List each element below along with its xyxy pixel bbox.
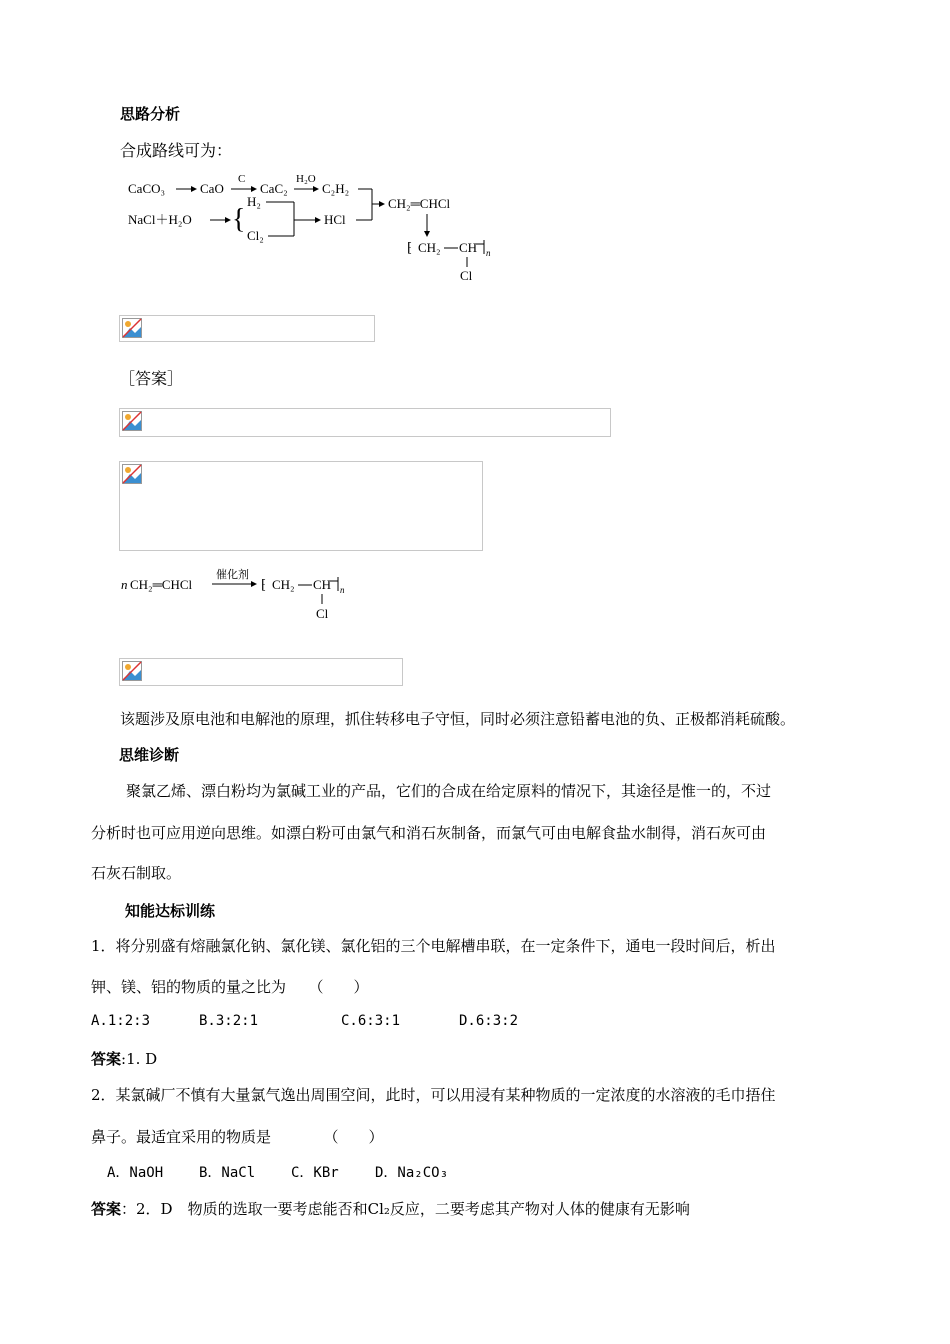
q2-option-a: A．NaOH: [107, 1165, 164, 1181]
q2-answer-text: ：2．D 物质的选取一要考虑能否和Cl₂反应，二要考虑其产物对人体的健康有无影响: [121, 1200, 690, 1218]
diagnosis-line-2: 分析时也可应用逆向思维。如漂白粉可由氯气和消石灰制备，而氯气可由电解食盐水制得，消石灰可由: [91, 824, 767, 842]
reaction-catalyst: 催化剂: [216, 569, 249, 581]
broken-image-icon: [122, 464, 142, 484]
q2-option-d: D．Na₂CO₃: [375, 1165, 449, 1181]
q1-line-2: 钾、镁、铝的物质的量之比为 （ ）: [91, 978, 369, 996]
route-poly-ch: CH: [459, 240, 478, 255]
synthesis-route-diagram: [120, 168, 540, 288]
answer-label: ［答案］: [119, 369, 184, 388]
q2-option-c: C．KBr: [291, 1165, 339, 1181]
broken-image-icon: [122, 318, 142, 338]
route-poly-ch2: CH₂: [418, 240, 441, 255]
route-cao: CaO: [200, 181, 224, 196]
q1-line-1: 1．将分别盛有熔融氯化钠、氯化镁、氯化铝的三个电解槽串联，在一定条件下，通电一段时间后，析出: [91, 937, 776, 955]
q1-option-b: B.3:2:1: [199, 1013, 259, 1029]
route-poly-n: n: [486, 248, 491, 258]
q1-answer: [91, 1048, 157, 1069]
reaction-product-ch: CH: [313, 577, 332, 592]
broken-image-1: [119, 315, 375, 342]
q2-option-b: B．NaCl: [199, 1165, 256, 1181]
section-heading-analysis: 思路分析: [120, 105, 181, 123]
q1-option-a: A.1:2:3: [91, 1013, 151, 1029]
broken-image-icon: [122, 411, 142, 431]
route-cac2: CaC₂: [260, 181, 288, 196]
route-c2h2: C₂H₂: [322, 181, 350, 196]
route-poly-bracket: ⁅: [407, 240, 413, 255]
q1-option-c: C.6:3:1: [341, 1013, 401, 1029]
reaction-product-cl: Cl: [316, 606, 329, 621]
reaction-reactant: CH₂═CHCl: [130, 577, 193, 592]
svg-text:⁅: ⁅: [261, 577, 267, 592]
section-heading-practice: 知能达标训练: [125, 902, 216, 920]
q2-answer: [91, 1198, 690, 1219]
reaction-n: n: [121, 577, 128, 592]
q2-line-2: 鼻子。最适宜采用的物质是 （ ）: [91, 1128, 384, 1146]
section-heading-diagnosis: 思维诊断: [119, 746, 180, 764]
broken-image-3: [119, 461, 483, 551]
reaction-product-n: n: [340, 585, 345, 595]
route-cl2: Cl₂: [247, 228, 264, 243]
route-reagent-h2o: H₂O: [296, 173, 316, 185]
route-nacl-h2o: NaCl＋H₂O: [128, 212, 192, 227]
broken-image-4: [119, 658, 403, 686]
route-caco3: CaCO₃: [128, 181, 166, 196]
route-poly-cl: Cl: [460, 268, 473, 283]
q1-answer-text: :1. D: [121, 1050, 158, 1068]
broken-image-2: [119, 408, 611, 437]
route-monomer: CH₂═CHCl: [388, 196, 451, 211]
q2-line-1: 2．某氯碱厂不慎有大量氯气逸出周围空间，此时，可以用浸有某种物质的一定浓度的水溶液的毛巾捂住: [91, 1086, 776, 1104]
reaction-product-ch2: CH₂: [272, 577, 295, 592]
q1-option-d: D.6:3:2: [459, 1013, 519, 1029]
q1-answer-label: 答案: [91, 1050, 122, 1068]
note-text: 该题涉及原电池和电解池的原理，抓住转移电子守恒，同时必须注意铅蓄电池的负、正极都消耗硫酸。: [120, 710, 796, 728]
svg-text:{: {: [232, 204, 246, 235]
q2-answer-label: 答案: [91, 1200, 122, 1218]
route-intro: 合成路线可为：: [120, 141, 233, 160]
diagnosis-line-1: 聚氯乙烯、漂白粉均为氯碱工业的产品，它们的合成在给定原料的情况下，其途径是惟一的，不过: [126, 782, 772, 800]
route-hcl: HCl: [324, 212, 346, 227]
broken-image-icon: [122, 661, 142, 681]
route-h2: H₂: [247, 194, 261, 209]
route-reagent-c: C: [238, 173, 246, 185]
diagnosis-line-3: 石灰石制取。: [91, 864, 182, 882]
polymerization-equation: [120, 566, 380, 626]
